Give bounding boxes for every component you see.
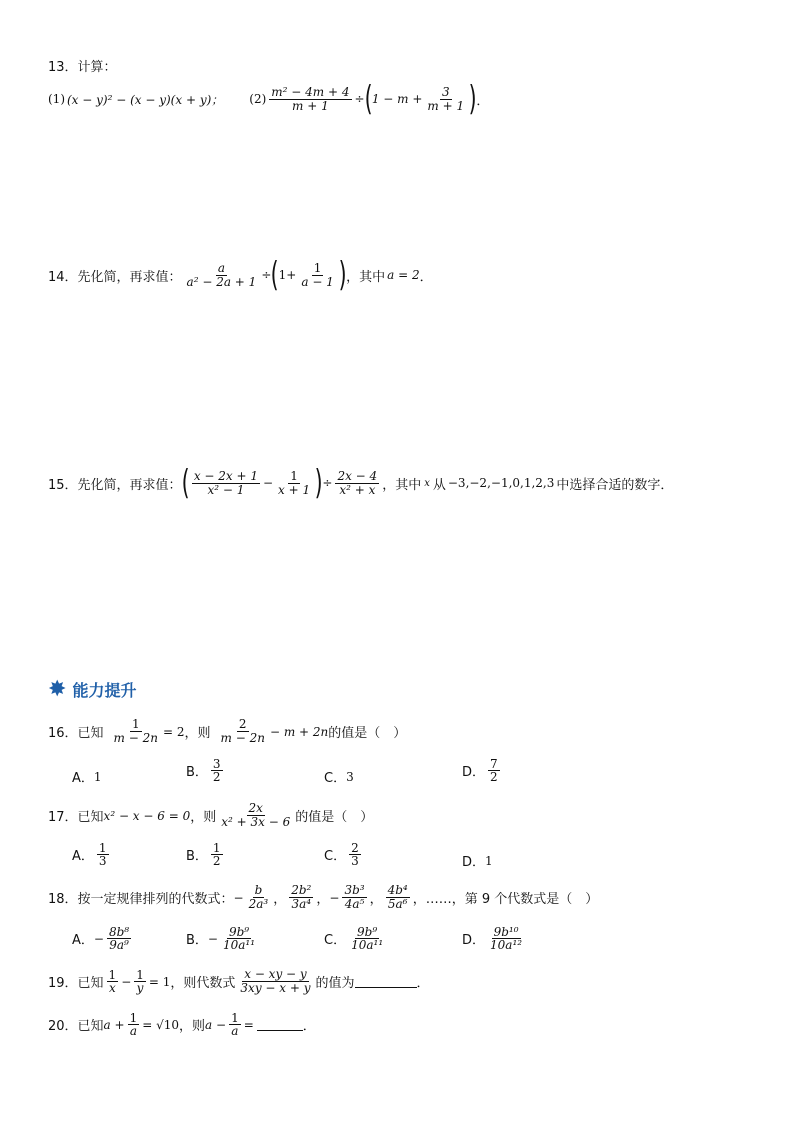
- q16-condition-numerator: 1: [131, 717, 140, 731]
- q15-fraction-3: [335, 470, 379, 497]
- q14-denominator: a² − 2a + 1: [186, 274, 257, 289]
- left-paren: (: [271, 255, 279, 295]
- option-numerator: 9b⁹: [357, 925, 378, 939]
- q19-end: ．: [416, 976, 430, 991]
- q18-separator: ，: [316, 892, 330, 907]
- q15-suffix-c: 中选择合适的数字．: [556, 477, 674, 493]
- right-paren: ): [314, 463, 323, 503]
- q19-fraction-1-denominator: x: [108, 981, 116, 995]
- q15-suffix-a: ，其中: [382, 477, 422, 493]
- q13-title: [48, 56, 117, 75]
- right-paren: ): [338, 255, 347, 295]
- q17-prefix: 17．已知: [48, 810, 104, 825]
- option-label: C．: [324, 933, 347, 948]
- q20-mid: ，则: [179, 1019, 206, 1034]
- option-fraction: [97, 842, 109, 867]
- option-label: B．: [186, 765, 208, 780]
- option-sign: −: [93, 931, 104, 946]
- option-fraction: [488, 758, 500, 783]
- q19-suffix: 的值为: [315, 976, 355, 991]
- q15-variable: x: [424, 477, 430, 489]
- q16-option-a[interactable]: [72, 767, 102, 786]
- option-value: 1: [93, 769, 102, 784]
- option-label: D．: [462, 855, 486, 870]
- q16-prefix: 16．已知: [48, 726, 104, 741]
- q19-expr-numerator: x − xy − y: [244, 967, 307, 981]
- q15-fraction-2-denominator: x + 1: [278, 482, 311, 497]
- option-label: D．: [462, 765, 486, 780]
- q18-term4: [386, 884, 410, 911]
- q19-expr-fraction: [238, 968, 312, 995]
- q20-eq: = √10: [142, 1017, 180, 1032]
- q13-div-sign: ÷: [354, 92, 365, 106]
- q16: [48, 718, 406, 745]
- q18-term2-denominator: 3a⁴: [291, 897, 312, 911]
- q18-term1-denominator: 2a³: [248, 897, 269, 911]
- q20: [48, 1012, 316, 1037]
- option-label: C．: [324, 771, 347, 786]
- q15-minus: −: [262, 476, 274, 490]
- q18-option-c[interactable]: [324, 926, 388, 951]
- q13-part2-denominator: m + 1: [292, 98, 329, 113]
- option-denominator: 2: [212, 854, 221, 868]
- q18-term1-sign: −: [233, 890, 244, 905]
- option-numerator: 2: [351, 841, 359, 855]
- q16-option-b[interactable]: [186, 758, 226, 783]
- option-fraction: [221, 926, 257, 951]
- q14-div-sign: ÷: [261, 268, 272, 282]
- q18-term3-sign: −: [329, 890, 340, 905]
- option-label: A．: [72, 933, 94, 948]
- option-fraction: [488, 926, 524, 951]
- q19-fraction-2-numerator: 1: [136, 968, 144, 982]
- q19-minus: −: [121, 974, 132, 989]
- option-label: A．: [72, 849, 94, 864]
- q14-inner-denominator: a − 1: [301, 274, 334, 289]
- q17-option-a[interactable]: [72, 842, 112, 867]
- q15-fraction-1-denominator: x² − 1: [207, 482, 245, 497]
- option-fraction: [107, 926, 131, 951]
- q14-inner-lead: 1+: [278, 268, 297, 282]
- q18-term1-numerator: b: [254, 883, 263, 897]
- q18-option-d[interactable]: [462, 926, 527, 951]
- option-value: 1: [485, 853, 493, 868]
- right-paren: ): [468, 79, 477, 119]
- q17-suffix: 的值是（ ）: [295, 810, 374, 825]
- option-label: B．: [186, 849, 208, 864]
- q13-part1-label: (1): [48, 92, 65, 106]
- q18-option-b[interactable]: [186, 926, 260, 951]
- option-denominator: 10a¹¹: [222, 938, 256, 952]
- starburst-icon: ✸: [48, 676, 67, 702]
- q15: [48, 463, 674, 503]
- q19-eq: = 1: [148, 974, 171, 989]
- q13-part2-label: (2): [249, 92, 267, 106]
- q13-part2-numerator: m² − 4m + 4: [271, 84, 350, 99]
- q20-eq-2: =: [243, 1017, 254, 1032]
- q18-term2: [289, 884, 313, 911]
- q16-expr-fraction: [219, 718, 267, 745]
- option-fraction: [349, 842, 361, 867]
- q15-prefix: 15．先化简，再求值：: [48, 477, 182, 493]
- q15-div-sign: ÷: [322, 476, 333, 490]
- q13-inner-denominator: m + 1: [427, 98, 465, 113]
- left-paren: (: [181, 463, 190, 503]
- q17-mid: ，则: [190, 810, 217, 825]
- q17-expr-denominator: x² + 3x − 6: [221, 815, 291, 829]
- q18-term2-numerator: 2b²: [291, 883, 312, 897]
- q19-prefix: 19．已知: [48, 976, 104, 991]
- q19-fraction-1-numerator: 1: [108, 968, 117, 982]
- option-denominator: 9a⁹: [109, 938, 129, 952]
- q17-expr-fraction: [219, 802, 292, 829]
- option-denominator: 10a¹²: [490, 938, 523, 952]
- q17: [48, 802, 373, 829]
- option-fraction: [211, 842, 223, 867]
- option-fraction: [349, 926, 385, 951]
- option-fraction: [211, 758, 223, 783]
- option-numerator: 9b⁹: [228, 925, 250, 939]
- q15-fraction-3-denominator: x² + x: [339, 482, 376, 497]
- q17-option-c[interactable]: [324, 842, 364, 867]
- option-numerator: 1: [212, 841, 221, 855]
- q17-condition: x² − x − 6 = 0: [103, 808, 191, 823]
- q14-suffix: ，其中: [346, 269, 386, 285]
- q13-title-text: 13．计算：: [48, 60, 117, 75]
- q13-inner-lead: 1 − m +: [371, 92, 423, 106]
- q19-fraction-1: [107, 969, 119, 994]
- option-sign: −: [207, 931, 218, 946]
- option-label: A．: [72, 771, 94, 786]
- left-paren: (: [364, 79, 373, 119]
- q15-fraction-2: [276, 470, 312, 497]
- option-denominator: 2: [490, 770, 498, 784]
- q13-end: ．: [476, 93, 490, 109]
- q15-fraction-3-numerator: 2x − 4: [337, 468, 378, 483]
- q15-fraction-2-numerator: 1: [290, 468, 298, 483]
- q16-condition-fraction: [112, 718, 160, 745]
- q14: [48, 255, 433, 295]
- q18-term4-denominator: 5a⁶: [387, 897, 408, 911]
- q20-fraction-2-denominator: a: [231, 1024, 239, 1038]
- q15-fraction-1-numerator: x − 2x + 1: [193, 468, 258, 483]
- q16-option-d[interactable]: [462, 758, 503, 783]
- q20-fraction-2: [229, 1012, 241, 1037]
- option-value: 3: [346, 769, 354, 784]
- q18: [48, 884, 598, 911]
- q18-separator: ，: [273, 892, 287, 907]
- q14-fraction: [185, 262, 259, 289]
- q13-inner-numerator: 3: [441, 84, 450, 99]
- option-numerator: 8b⁸: [108, 925, 130, 939]
- section-title: 能力提升: [72, 681, 137, 700]
- q17-option-b[interactable]: [186, 842, 226, 867]
- q16-suffix: 的值是（ ）: [328, 726, 407, 741]
- q16-mid: ，则: [184, 726, 211, 741]
- q15-fraction-1: [192, 470, 260, 497]
- q18-term3-denominator: 4a⁵: [344, 897, 365, 911]
- q18-term1: [247, 884, 271, 911]
- q16-condition-eq: = 2: [162, 724, 185, 739]
- q16-expr-denominator: m − 2n: [220, 731, 265, 745]
- option-denominator: 2: [212, 770, 221, 784]
- q18-prefix: 18．按一定规律排列的代数式：: [48, 892, 234, 907]
- q17-expr-numerator: 2x: [248, 801, 263, 815]
- q20-answer-blank[interactable]: [257, 1018, 303, 1031]
- q18-term3-numerator: 3b³: [344, 883, 365, 897]
- option-denominator: 10a¹¹: [351, 938, 384, 952]
- q13-inner-fraction: [425, 86, 466, 113]
- q20-fraction-1-denominator: a: [129, 1024, 137, 1038]
- option-label: D．: [462, 933, 486, 948]
- option-label: B．: [186, 933, 208, 948]
- option-denominator: 3: [351, 854, 359, 868]
- q16-expr-rest: − m + 2n: [269, 724, 329, 739]
- q20-lead-2: a −: [205, 1017, 227, 1032]
- option-numerator: 1: [98, 841, 107, 855]
- q18-separator: ，: [369, 892, 383, 907]
- option-numerator: 7: [490, 757, 498, 771]
- q19-answer-blank[interactable]: [355, 975, 417, 988]
- q20-fraction-1-numerator: 1: [129, 1011, 138, 1025]
- q14-inner-fraction: [299, 262, 335, 289]
- q14-numerator: a: [217, 260, 225, 275]
- q18-term4-numerator: 4b⁴: [387, 883, 408, 897]
- q13-part2-fraction: [269, 86, 351, 113]
- q19-fraction-2: [134, 969, 146, 994]
- q20-end: ．: [302, 1019, 316, 1034]
- q18-option-a[interactable]: [72, 926, 134, 951]
- q13-parts: [48, 79, 490, 119]
- q16-expr-numerator: 2: [238, 717, 247, 731]
- q13-part1-expr: (x − y)² − (x − y)(x + y)；: [67, 92, 224, 107]
- q19-expr-denominator: 3xy − x + y: [240, 981, 311, 995]
- q16-condition-denominator: m − 2n: [113, 731, 158, 745]
- option-numerator: 3: [212, 757, 221, 771]
- option-label: C．: [324, 849, 347, 864]
- q20-prefix: 20．已知: [48, 1019, 104, 1034]
- q20-lead: a +: [103, 1017, 125, 1032]
- q20-fraction-2-numerator: 1: [231, 1011, 239, 1025]
- q19: [48, 968, 430, 995]
- q15-suffix-b: 从: [432, 477, 446, 493]
- q16-option-c[interactable]: [324, 767, 354, 786]
- section-heading: [48, 678, 136, 701]
- q17-option-d[interactable]: [462, 851, 493, 870]
- q14-condition: a = 2: [387, 268, 420, 282]
- q15-set: −3,−2,−1,0,1,2,3: [447, 476, 555, 490]
- option-numerator: 9b¹⁰: [493, 925, 519, 939]
- q19-mid: ，则代数式: [170, 976, 236, 991]
- q14-prefix: 14．先化简，再求值：: [48, 269, 182, 285]
- q18-suffix: ，……，第 9 个代数式是（ ）: [412, 892, 599, 907]
- option-denominator: 3: [98, 854, 107, 868]
- q19-fraction-2-denominator: y: [136, 981, 144, 995]
- q14-inner-numerator: 1: [313, 260, 322, 275]
- q14-end: ．: [419, 269, 433, 285]
- q20-fraction-1: [128, 1012, 140, 1037]
- q18-term3: [342, 884, 366, 911]
